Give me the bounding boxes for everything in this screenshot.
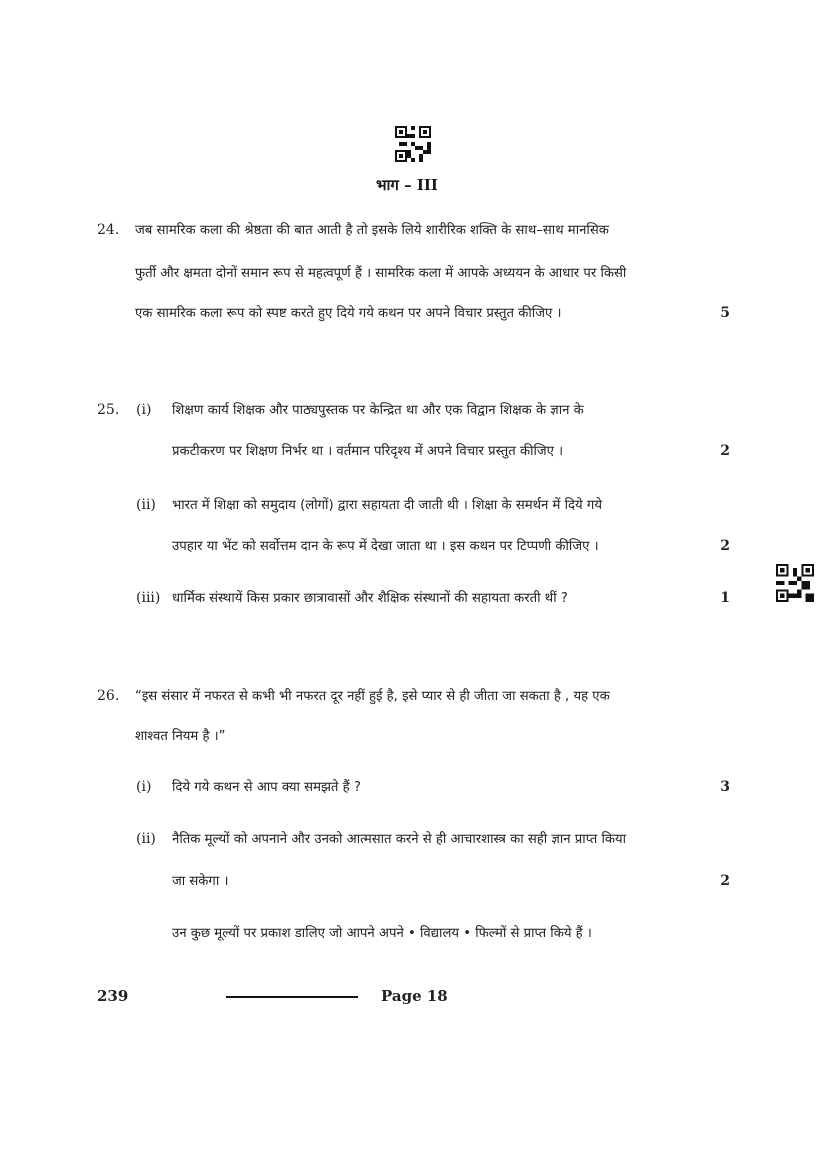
question-25-part-label: (i)	[136, 402, 152, 418]
question-25-part-iii-marks: 1	[720, 590, 730, 606]
question-26-part-label: (ii)	[136, 831, 156, 847]
question-26-part-i-marks: 3	[720, 779, 730, 795]
page-number: Page 18	[381, 987, 448, 1005]
section-title: भाग – III	[376, 176, 438, 194]
question-26-part-ii-line: नैतिक मूल्यों को अपनाने और उनको आत्मसात करने से ही आचारशास्त्र का सही ज्ञान प्राप्त किया	[172, 832, 627, 847]
question-25-part-label: (iii)	[136, 590, 161, 606]
question-25-part-ii-line: भारत में शिक्षा को समुदाय (लोगों) द्वारा सहायता दी जाती थी । शिक्षा के समर्थन में दिये गये	[172, 498, 602, 513]
question-24-line: फुर्ती और क्षमता दोनों समान रूप से महत्वपूर्ण हैं । सामरिक कला में आपके अध्ययन के आधार पर किसी	[135, 266, 627, 281]
question-26-part-ii-marks: 2	[720, 873, 730, 889]
question-25-part-label: (ii)	[136, 497, 156, 513]
question-26-part-ii-line: जा सकेगा ।	[172, 874, 229, 889]
footer-rule	[226, 996, 358, 998]
question-24-line: जब सामरिक कला की श्रेष्ठता की बात आती है तो इसके लिये शारीरिक शक्ति के साथ–साथ मानसिक	[135, 223, 609, 238]
question-26-line: “इस संसार में नफरत से कभी भी नफरत दूर नहीं हुई है, इसे प्यार से ही जीता जा सकता है , यह एक	[135, 689, 610, 704]
question-25-part-iii-line: धार्मिक संस्थायें किस प्रकार छात्रावासों और शैक्षिक संस्थानों की सहायता करती थीं ?	[172, 591, 568, 606]
question-25-part-ii-line: उपहार या भेंट को सर्वोत्तम दान के रूप में देखा जाता था । इस कथन पर टिप्पणी कीजिए ।	[172, 539, 599, 554]
question-24-line: एक सामरिक कला रूप को स्पष्ट करते हुए दिये गये कथन पर अपने विचार प्रस्तुत कीजिए ।	[135, 306, 562, 321]
question-25-part-i-line: शिक्षण कार्य शिक्षक और पाठ्यपुस्तक पर केन्द्रित था और एक विद्वान शिक्षक के ज्ञान के	[172, 403, 584, 418]
question-25-part-ii-marks: 2	[720, 538, 730, 554]
question-26-part-i-line: दिये गये कथन से आप क्या समझते हैं ?	[172, 780, 361, 795]
question-25-part-i-marks: 2	[720, 443, 730, 459]
question-25-part-i-line: प्रकटीकरण पर शिक्षण निर्भर था । वर्तमान परिदृश्य में अपने विचार प्रस्तुत कीजिए ।	[172, 444, 564, 459]
question-26-line: शाश्वत नियम है ।”	[135, 729, 226, 744]
question-26-note: उन कुछ मूल्यों पर प्रकाश डालिए जो आपने अपने • विद्यालय • फिल्मों से प्राप्त किये हैं ।	[172, 926, 592, 941]
question-26-number: 26.	[97, 688, 120, 704]
paper-code: 239	[97, 987, 129, 1005]
question-26-part-label: (i)	[136, 779, 152, 795]
question-24-number: 24.	[97, 222, 120, 238]
question-24-marks: 5	[720, 305, 730, 321]
side-qr-code-icon	[776, 564, 814, 602]
top-qr-code-icon	[395, 126, 431, 162]
question-25-number: 25.	[97, 402, 120, 418]
